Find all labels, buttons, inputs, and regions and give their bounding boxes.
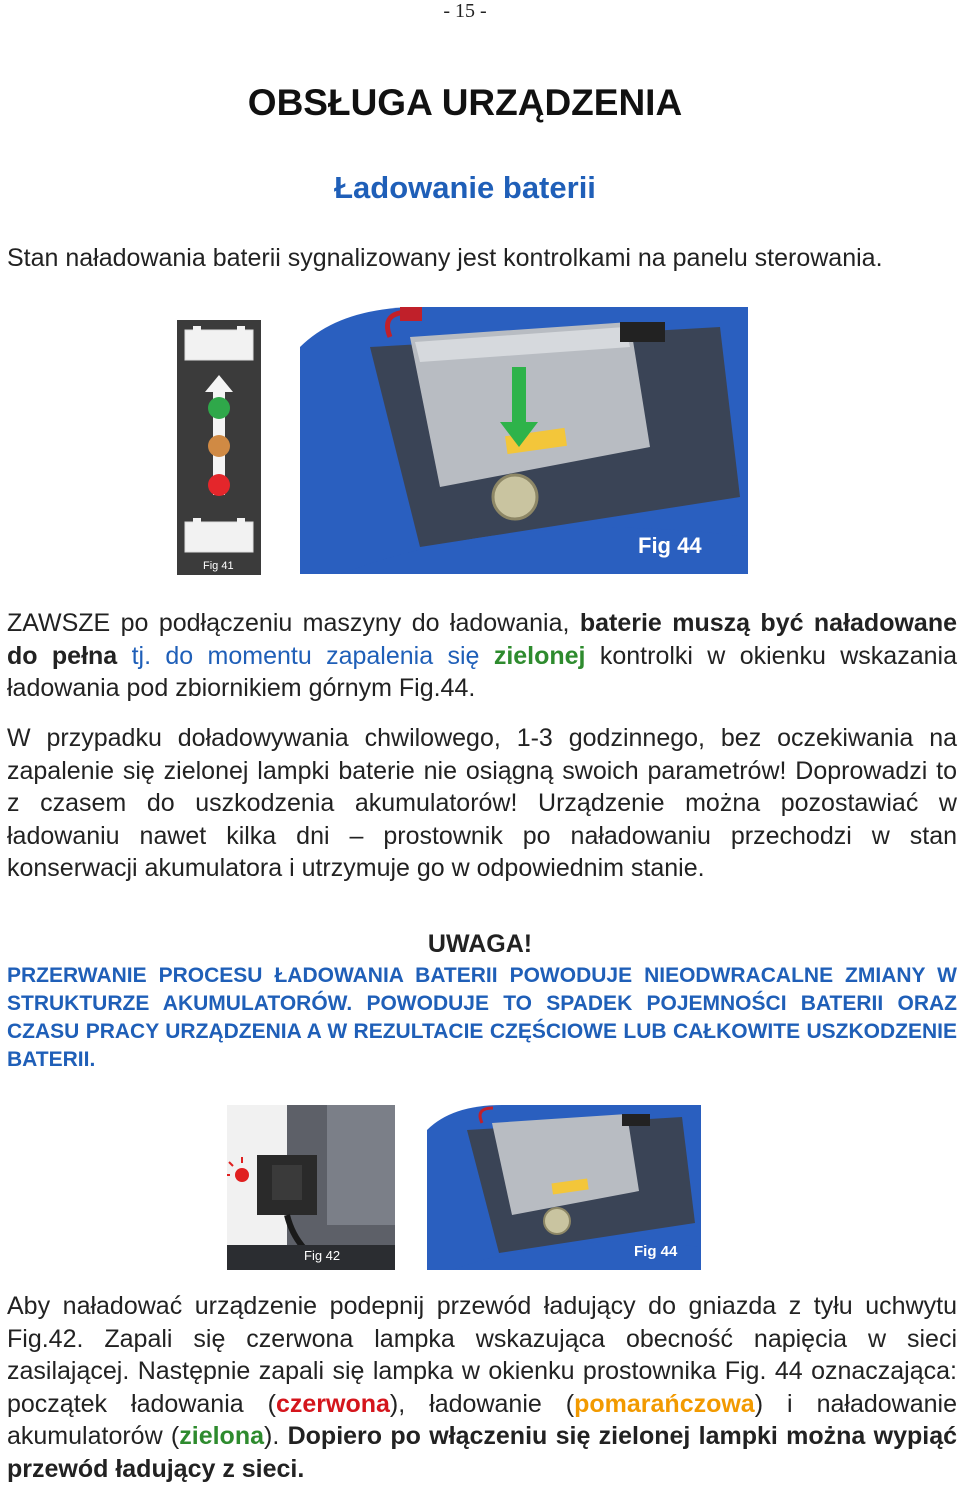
charging-socket-illustration xyxy=(227,1105,395,1270)
page-number: - 15 - xyxy=(443,0,487,22)
figure-44-battery-photo-small xyxy=(427,1105,701,1270)
warning-text: PRZERWANIE PROCESU ŁADOWANIA BATERII POWODUJE NIEODWRACALNE ZMIANY W STRUKTURZE AKUMULATORÓW. POWODUJE TO SPADEK POJEMNOŚCI BATERII ORAZ CZASU PRACY URZĄDZENIA A W REZULTACIE CZĘŚCIOWE LUB CAŁKOWITE USZKODZENIE BATERII. xyxy=(7,964,957,1071)
battery-indicator-illustration xyxy=(177,320,261,575)
partial-charging-paragraph: W przypadku doładowywania chwilowego, 1-3 godzinnego, bez oczekiwania na zapalenie się zielonej lampki baterie nie osiągną swoich parametrów! Doprowadzi to z czasem do uszkodzenia akumulatorów! Urządzenie można pozostawiać w ładowaniu nawet kilka dni – prostownik po naładowaniu przechodzi w stan konserwacji akumulatora i utrzymuje go w odpowiednim stanie. xyxy=(7,724,957,882)
charging-instructions-paragraph: ZAWSZE po podłączeniu maszyny do ładowania, baterie muszą być naładowane do pełna tj. do momentu zapalenia się zielonej kontrolki w okienku wskazania ładowania pod zbiornikiem górnym Fig.44. xyxy=(7,609,957,702)
how-to-charge-paragraph: Aby naładować urządzenie podepnij przewód ładujący do gniazda z tyłu uchwytu Fig.42. Zapali się czerwona lampka wskazująca obecność napięcia w sieci zasilającej. Następnie zapali się lampka w okienku prostownika Fig. 44 oznaczająca: początek ładowania (czerwona), ładowanie (pomarańczowa) i naładowanie akumulatorów (zielona). Dopiero po włączeniu się zielonej lampki można wypiąć przewód ładujący z sieci. xyxy=(7,1292,958,1483)
figure-44-label-top: Fig 44 xyxy=(638,533,702,558)
intro-paragraph: Stan naładowania baterii sygnalizowany jest kontrolkami na panelu sterowania. xyxy=(7,244,883,272)
orange-lamp-icon xyxy=(208,435,230,457)
red-lamp-icon xyxy=(208,474,230,496)
green-lamp-icon xyxy=(208,397,230,419)
figure-42-label: Fig 42 xyxy=(304,1248,341,1263)
red-lamp-icon xyxy=(235,1168,249,1182)
figure-44-label-bottom: Fig 44 xyxy=(634,1243,678,1260)
warning-title: UWAGA! xyxy=(427,930,533,958)
figure-41-label: Fig 41 xyxy=(203,560,234,572)
page-title: OBSŁUGA URZĄDZENIA xyxy=(247,82,683,123)
section-subtitle: Ładowanie baterii xyxy=(334,170,596,205)
figure-44-battery-photo xyxy=(300,307,748,574)
figure-42-socket-photo xyxy=(227,1105,395,1270)
figure-41-indicator-panel xyxy=(177,320,261,575)
